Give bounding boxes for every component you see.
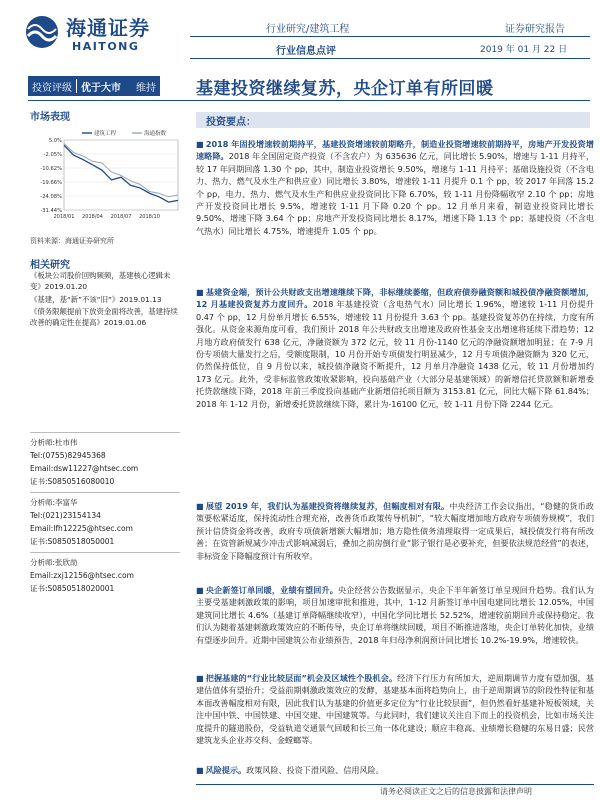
rating-value: 优于大市 (81, 82, 121, 94)
market-performance-chart (30, 126, 182, 222)
key-point-body: 中央经济工作会议指出，“稳健的货币政策要松紧适度，保持流动性合理充裕，改善货币政策传导机制”，“较大幅度增加地方政府专项债券规模”，我们预计信贷资金将改善，政府专项债新增额大幅增加；地方隐性债务清理取得一定成果后，城投债发行将有所改善；在资管新规减少冲击式影响减弱后，叠加之前房倒行业“影子银行是必要补充，但要依法规范经营”的表述，非标资金下降幅度预计有所收窄。 (196, 501, 594, 561)
header-divider-2 (190, 58, 590, 59)
key-point-4 (196, 584, 594, 646)
chart-xtick-label: 2018/04 (82, 214, 103, 220)
bullet-icon: ■ (196, 287, 204, 297)
chart-xtick-label: 2018/01 (53, 214, 75, 220)
key-point-lead: 风险提示。 (205, 765, 247, 775)
title-divider (28, 100, 590, 101)
key-point-body: 2018 年基建投资（含电热气水）同比增长 1.96%，增速较 1-11 月份提升 0.47 个 pp，12 月份单月增长 6.55%，增速较 11 月份提升 3.63 个 pp。基建投资复苏仍在持续，力度有所强化。从资金来源角度可看，我们预计 2018 年公共财政支出增速及政府性基金支出增速将延续下滑趋势；12 月地方政府债发行 638 亿元，净融资额为 372 亿元，较 11 月份-1140 亿元的净融资额增加明显；在 7-9 月份专项债大量发行之后，受额度限制，10 月份开始专项债发行明显减少，12 月专项债净融资额为 320 亿元，仍然保持低位，自 9 月份以来，城投债净融资不断提升，12 月单月净融资 1438 亿元，较 11 月份增加约 173 亿元。此外，受非标监管政策收紧影响，投向基础产业（大部分是基建领域）的新增信托贷款额和新增委托贷款继续下降，2018 年前三季度投向基础产业新增信托项目额为 3153.81 亿元，同比大幅下降 61.84%；2018 年 1-12 月份，新增委托贷款继续下降，累计为-16100 亿元，较 1-11 月份下降 2244 亿元。 (196, 299, 594, 409)
analyst-cert: 证书:S0850518050001 (30, 537, 115, 546)
analyst-divider (30, 432, 180, 433)
key-point-3 (196, 500, 594, 562)
chart-ytick-label: -10.62% (40, 166, 62, 172)
related-item[interactable]: 《基建，基“新”不该“旧”》2019.01.13 (30, 295, 162, 304)
chart-ytick-label: -24.08% (40, 194, 62, 200)
chart-ytick-label: 5.0% (48, 138, 62, 144)
analyst-email[interactable]: Email:lfh12225@htsec.com (30, 524, 133, 533)
analyst-divider (30, 552, 180, 553)
rating-label: 投资评级 (32, 82, 72, 94)
header-divider (190, 36, 590, 37)
analyst-block-2 (30, 496, 133, 548)
analyst-tel: Tel:(0755)82945368 (30, 451, 106, 460)
report-subcategory: 行业信息点评 (276, 46, 336, 57)
bullet-icon: ■ (196, 765, 204, 775)
chart-ytick-label: -2.05% (43, 152, 62, 158)
chart-legend (82, 129, 167, 137)
key-point-body: 2018 年全国固定资产投资（不含农户）为 635636 亿元，同比增长 5.90%，增速与 1-11 月持平，较 17 年同期回落 1.30 个 pp，其中，制造业投资增长 9.50%，增速与 1-11 月持平；基础设施投资（不含电力、热力、燃气及水生产和供应业）同比增长 3.80%，增速较 1-11 月提升 0.1 个 pp，较 2017 年回落 15.2 个 pp，电力、热力、燃气及水生产和供应业投资同比下降 6.70%，较 1-11 月份降幅收窄 2.10 个 pp；房地产开发投资同比增长 9.5%，增速较 1-11 月下降 0.20 个 pp。12 月单月来看，制造业投资同比增长 9.50%，增速下降 3.64 个 pp；房地产开发投资同比增长 8.17%，增速下降 1.13 个 pp；基建投资（不含电气热水）同比增长 4.75%，增速提升 1.05 个 pp。 (196, 151, 594, 236)
analyst-name: 分析师:李富华 (30, 498, 78, 507)
analyst-divider (30, 492, 180, 493)
analyst-cert: 证书:S0850518020001 (30, 584, 115, 593)
analyst-name: 分析师:杜市伟 (30, 438, 78, 447)
analyst-block-1 (30, 436, 138, 488)
footer-divider (196, 784, 594, 785)
key-point-body: 经济下行压力有所加大，逆周期调节力度有望加强，基建估值体有望抬升；受益前期刺激政策效应的发酵，基建基本面将趋势向上，由于逆周期调节的阶段性特征和基本面改善幅度相对有限，因此我们认为基建的价值更多定位为“行业比较层面”，但仍然看好基建补短板领域，关注中国中铁、中国铁建、中国交建、中国建筑等。与此同时，我们建议关注自下而上的投资机会，比如市场关注度提升的隧道股份，受益轨道交通景气回暖和长三角一体化建设；顺应丰稳高、业绩增长稳健的东易日盛；民营建筑龙头企业苏交科、金螳螂等。 (196, 673, 594, 746)
company-logo (22, 10, 172, 66)
chart-xtick-label: 2018/07 (110, 214, 132, 220)
key-points-heading: 投资要点： (206, 117, 256, 128)
chart-lines (64, 144, 178, 203)
chart-xticks (54, 214, 160, 220)
logo-english-name: HAITONG (72, 40, 140, 53)
report-title: 基建投资继续复苏，央企订单有所回暖 (196, 79, 494, 99)
logo-chinese-name: 海通证券 (66, 16, 150, 40)
key-point-lead: 展望 2019 年，我们认为基建投资将继续复苏，但幅度相对有限。 (205, 501, 450, 511)
chart-ytick-label: -19.66% (40, 180, 62, 186)
key-point-body: 政策风险、投资下滑风险、信用风险。 (246, 765, 384, 775)
key-point-2 (196, 286, 594, 410)
analyst-tel: Tel:(021)23154134 (30, 511, 101, 520)
key-point-lead: 2018 年固投增速较前期持平，基建投资增速较前期略升，制造业投资增速较前期持平，房地产开发投资增速略降。 (196, 139, 594, 162)
report-category: 行业研究/建筑工程 (266, 24, 350, 35)
chart-series-line (64, 144, 178, 197)
chart-xtick-label: 2018/10 (139, 214, 160, 220)
chart-legend-label: 海通指数 (144, 131, 167, 137)
chart-ytick-label: -31.44% (40, 208, 62, 214)
bullet-icon: ■ (196, 585, 204, 595)
key-point-lead: 基建资金端，预计公共财政支出增速继续下降，非标继续萎缩，但政府债券融资额和城投债净融资额增加，12 月基建投资复苏力度回升。 (196, 287, 594, 310)
disclaimer-footer: 请务必阅读正文之后的信息披露和法律声明 (380, 787, 532, 796)
report-date: 2019 年 01 月 22 日 (480, 45, 568, 55)
market-performance-heading: 市场表现 (30, 112, 70, 123)
key-point-6 (196, 764, 594, 776)
related-research-heading: 相关研究 (30, 260, 70, 271)
bullet-icon: ■ (196, 673, 204, 683)
rating-action: 维持 (136, 82, 156, 94)
key-point-lead: 把握基建的“行业比较层面”机会及区域性个股机会。 (205, 673, 398, 683)
bullet-icon: ■ (196, 501, 204, 511)
chart-legend-label: 建筑工程 (94, 131, 117, 137)
bullet-icon: ■ (196, 139, 204, 149)
analyst-email[interactable]: Email:zxj12156@htsec.com (30, 571, 134, 580)
analyst-name: 分析师:张欣劼 (30, 558, 78, 567)
chart-source: 资料来源：海通证券研究所 (30, 237, 114, 245)
key-point-body: 央企经营公告数据显示，央企下半年新签订单呈现回升趋势。我们认为主要受基建刺激政策的影响，项目加速审批和推进，其中，1-12 月新签订单中国电建同比增长 12.05%，中国建筑同比增长 4.6%（基建订单降幅继续收窄），中国化学同比增长 52.52%，增速较前期回升或保持稳定。我们认为随着基建刺激政策效应的不断传导，央企订单将继续回暖，项目不断推进落地，央企订单转化加快，业绩有望逐步回升。近期中国建筑公布业绩预告，2018 年归母净利润预计同比增长 10.2%-19.9%，增速较快。 (196, 585, 594, 645)
haitong-logo-icon (22, 14, 62, 50)
report-type: 证券研究报告 (505, 24, 565, 35)
rating-box (28, 76, 160, 96)
analyst-cert: 证书:S0850516080010 (30, 477, 115, 486)
related-item[interactable]: 《板块公司股价回购频频，基建核心逻辑未变》2019.01.20 (30, 271, 171, 291)
analyst-email[interactable]: Email:dsw11227@htsec.com (30, 464, 139, 473)
key-point-lead: 央企新签订单回暖，业绩有望回升。 (205, 585, 339, 595)
related-item[interactable]: 《债务限额提前下放资金面将改善，基建持续改善的确定性在提高》2019.01.06 (30, 307, 178, 327)
chart-yticks (40, 138, 62, 214)
analyst-block-3 (30, 556, 134, 595)
key-point-1 (196, 138, 594, 237)
key-point-5 (196, 672, 594, 746)
